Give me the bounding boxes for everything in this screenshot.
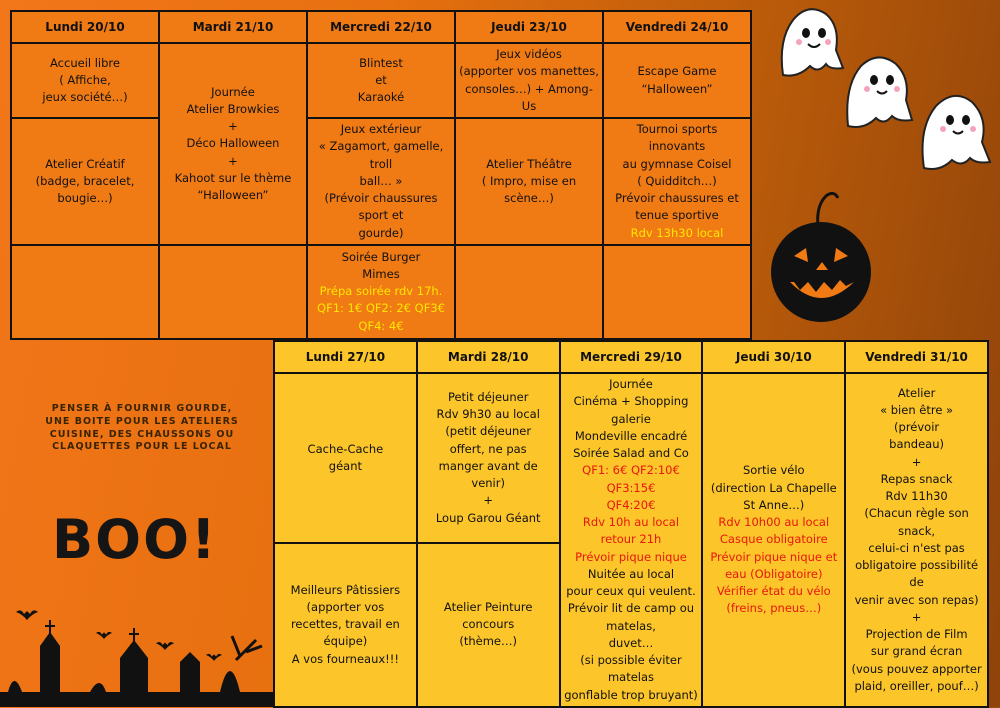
activity-line: Jeux vidéos [496,47,562,61]
activity-line: venir) [471,476,505,491]
activity-line: Prépa soirée rdv 17h. [319,284,443,299]
activity-line: Rdv 9h30 au local [436,407,540,422]
activity-line: + [483,493,494,508]
activity-line: (prévoir [894,420,940,435]
activity-cell [603,118,751,245]
activity-cell [307,245,455,339]
activity-line: ( Impro, mise en scène…) [481,173,577,205]
activity-line: QF4:20€ [606,497,656,512]
activity-line: Meilleurs Pâtissiers [290,582,401,597]
activity-line: (thème…) [459,634,517,649]
pumpkin-icon [766,186,876,326]
activity-cell [417,543,560,707]
activity-line: Atelier [897,385,936,400]
activity-line: Tournoi sports innovants [636,122,718,154]
activity-line: Rdv 10h00 au local [718,515,830,529]
activity-line: Nuitée au local [587,566,675,581]
day-header: Lundi 27/10 [274,341,417,373]
bat-icon [16,608,38,620]
activity-line: Journée [211,84,255,99]
activity-line: Cinéma + Shopping galerie [573,394,689,426]
activity-line: tenue sportive [635,208,719,223]
activity-line: Journée [609,377,653,391]
week1-schedule-table [10,10,752,340]
activity-cell [274,373,417,543]
week1-header-row [11,11,751,43]
activity-line: plaid, oreiller, pouf…) [854,678,979,693]
activity-cell [603,43,751,118]
day-header: Mercredi 22/10 [307,11,455,43]
activity-cell [11,43,159,118]
activity-line: Kahoot sur le thème [174,170,292,185]
activity-cell [455,245,603,339]
activity-line: obligatoire possibilité de [855,558,979,590]
activity-line: “Halloween” [641,81,713,96]
activity-line: + [911,609,922,624]
activity-line: (apporter vos manettes, [459,64,599,79]
bat-icon [206,652,222,661]
day-header: Mercredi 29/10 [560,341,703,373]
day-header: Mardi 21/10 [159,11,307,43]
activity-cell [159,43,307,245]
activity-cell [307,43,455,118]
activity-cell [845,373,988,707]
activity-line: « bien être » [880,402,954,417]
activity-line: QF1: 6€ QF2:10€ QF3:15€ [582,463,680,495]
activity-line: Soirée Burger [341,249,421,264]
activity-line: Loup Garou Géant [435,510,541,525]
day-header: Jeudi 23/10 [455,11,603,43]
activity-line: duvet… [608,635,654,650]
activity-line: géant [328,458,363,473]
schedule-row [11,118,751,245]
activity-cell [11,245,159,339]
activity-cell [603,245,751,339]
activity-line: Petit déjeuner [447,389,529,404]
activity-line: Mondeville encadré [574,428,688,443]
schedule-row [11,245,751,339]
activity-line: (freins, pneus…) [726,601,822,616]
activity-line: ( Quidditch…) [637,173,717,188]
day-header: Lundi 20/10 [11,11,159,43]
activity-line: A vos fourneaux!!! [291,651,400,666]
activity-line: ball… » [359,173,403,188]
haunted-church-silhouette [0,600,273,707]
activity-cell [455,43,603,118]
activity-line: Prévoir chaussures et [615,191,739,205]
activity-line: Mimes [362,266,400,281]
activity-line: bandeau) [889,437,945,452]
activity-line: celui-ci n'est pas [868,540,965,555]
activity-line: consoles…) + Among-Us [465,81,593,113]
week2-header-row [274,341,988,373]
activity-line: Escape Game [637,64,717,79]
activity-cell [11,118,159,245]
activity-line: (Prévoir chaussures sport et [324,191,438,223]
day-header: Vendredi 31/10 [845,341,988,373]
activity-line: Projection de Film [865,627,968,642]
activity-line: au gymnase Coisel [622,156,732,171]
activity-line: venir avec son repas) [854,592,979,607]
activity-cell [702,373,845,707]
activity-cell [274,543,417,707]
activity-line: Prévoir pique nique [575,549,687,564]
day-header: Mardi 28/10 [417,341,560,373]
activity-line: gourde) [358,225,404,240]
activity-line: Casque obligatoire [719,532,828,547]
activity-cell [307,118,455,245]
activity-line: gonflable trop bruyant) [564,687,698,702]
activity-line: Accueil libre [50,55,120,70]
activity-line: QF1: 1€ QF2: 2€ QF3€ QF4: 4€ [317,301,445,333]
activity-line: Prévoir pique nique et [710,549,838,564]
activity-line: eau (Obligatoire) [725,566,823,581]
activity-line: Repas snack [880,471,953,486]
activity-line: Rdv 11h30 [885,489,948,504]
schedule-row [274,373,988,543]
activity-line: offert, ne pas [449,441,527,456]
activity-cell [417,373,560,543]
day-header: Vendredi 24/10 [603,11,751,43]
activity-line: pour ceux qui veulent. [566,584,696,598]
activity-line: sur grand écran [870,644,963,659]
activity-line: et [375,72,387,87]
activity-line: manger avant de [438,458,538,473]
activity-line: St Anne…) [743,497,805,512]
boo-title: BOO! [52,508,218,571]
activity-cell [159,245,307,339]
activity-line: Rdv 13h30 local [630,225,724,240]
activity-line: (Chacun règle son snack, [864,506,969,538]
activity-line: Déco Halloween [186,136,280,151]
activity-line: Atelier Browkies [186,101,280,116]
activity-line: concours [462,617,515,632]
activity-line: (si possible éviter matelas [580,653,682,685]
activity-line: Atelier Peinture [443,599,533,614]
activity-line: + [911,454,922,469]
activity-line: Atelier Créatif [45,156,125,171]
activity-cell [560,373,703,707]
activity-line: Prévoir lit de camp ou matelas, [567,601,695,633]
week2-schedule-table [273,340,989,708]
activity-line: Jeux extérieur [340,122,422,136]
activity-line: « Zagamort, gamelle, troll [318,139,444,171]
bat-icon [96,630,112,639]
activity-line: Cache-Cache [307,441,384,456]
activity-line: Atelier Théâtre [486,156,572,171]
activity-line: Karaoké [357,90,405,105]
reminder-note: PENSER À FOURNIR GOURDE, UNE BOITE POUR LES ATELIERS CUISINE, DES CHAUSSONS OU CLAQUETTES POUR LE LOCAL [45,403,239,453]
activity-line: Rdv 10h au local retour 21h [582,515,680,547]
activity-line: jeux société…) [42,90,128,105]
day-header: Jeudi 30/10 [702,341,845,373]
activity-line: (apporter vos [306,599,385,614]
activity-line: (badge, bracelet, [35,173,135,188]
activity-line: Soirée Salad and Co [573,446,689,460]
activity-line: (direction La Chapelle [710,480,837,495]
bat-icon [156,640,174,650]
activity-line: recettes, travail en [290,617,400,632]
activity-line: + [228,153,238,168]
activity-line: (petit déjeuner [445,424,532,439]
activity-line: (vous pouvez apporter [851,661,982,676]
schedule-row [11,43,751,118]
activity-line: Blintest [359,55,403,70]
activity-line: + [228,119,238,133]
activity-line: Sortie vélo [742,463,805,478]
activity-line: Vérifier état du vélo [716,584,831,598]
activity-cell [455,118,603,245]
activity-line: bougie…) [57,191,113,205]
activity-line: équipe) [323,634,368,649]
ghost-icon [910,84,994,174]
activity-line: “Halloween” [197,188,269,202]
activity-line: ( Affiche, [59,72,111,87]
ghost-icon [836,46,916,132]
